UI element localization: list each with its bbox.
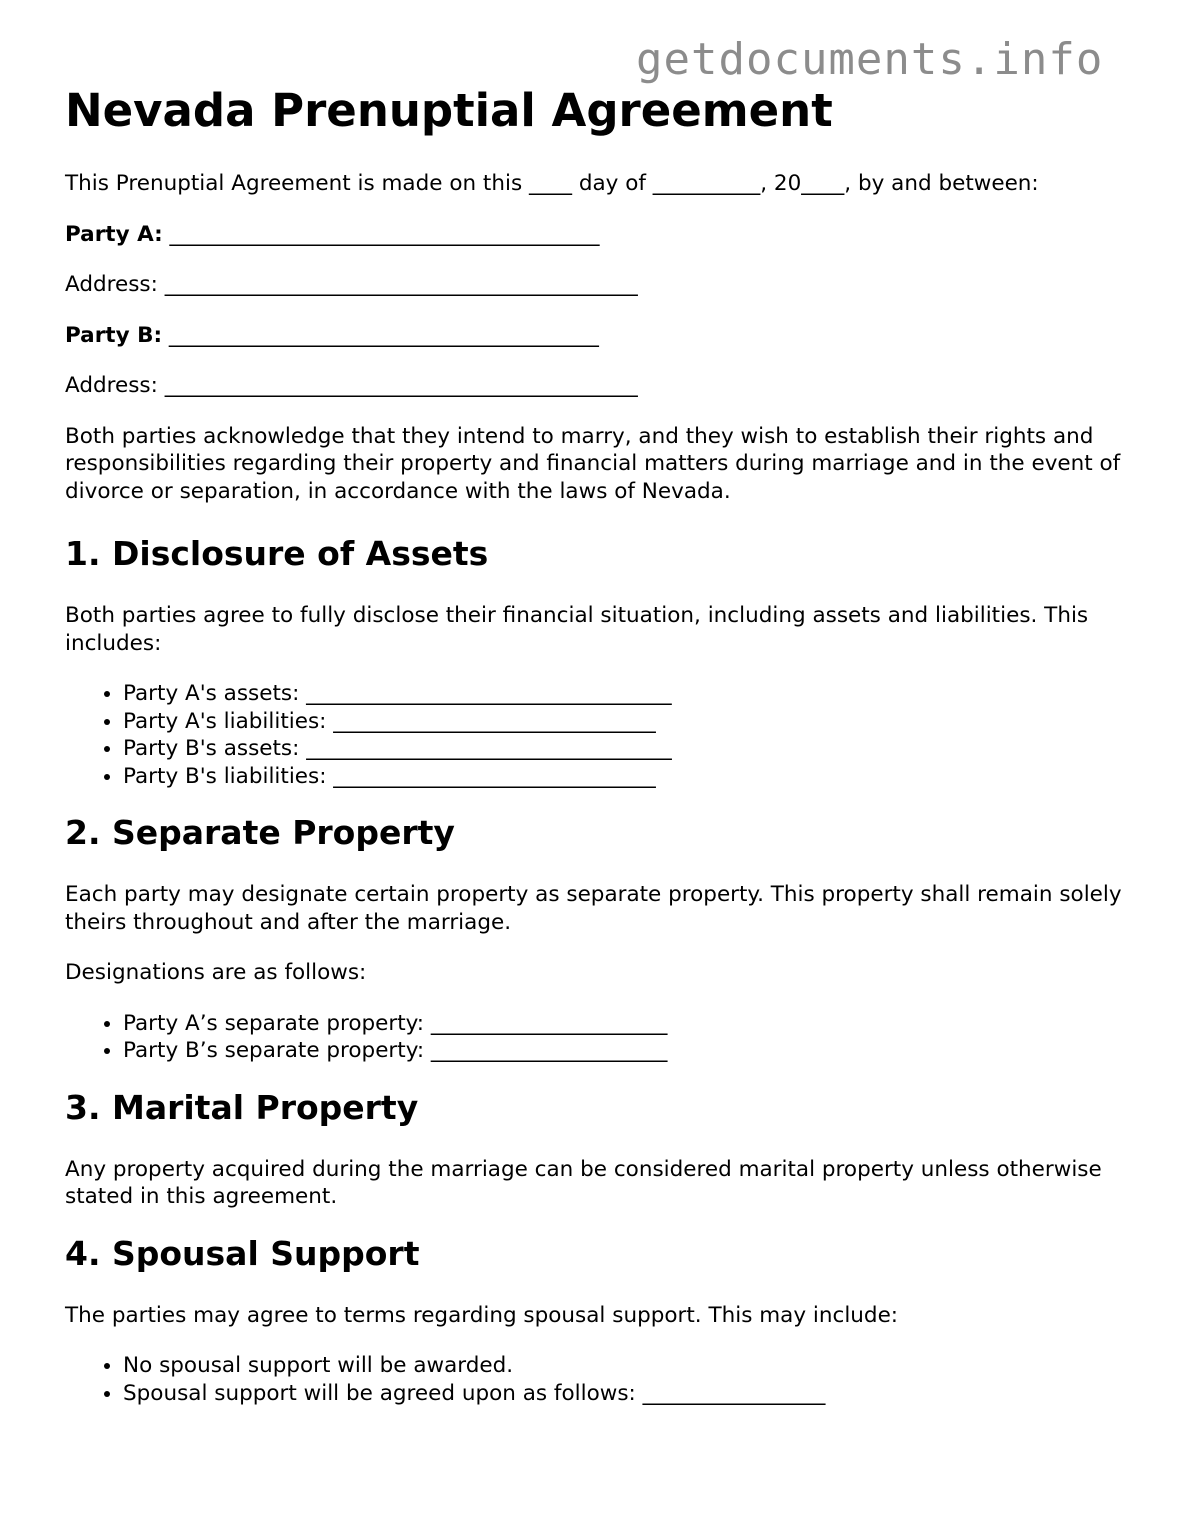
separate-property-list: [65, 1010, 1125, 1065]
party-b-label: Party B:: [65, 322, 163, 348]
section-heading-marital-property: 3. Marital Property: [65, 1087, 419, 1127]
party-b-blank: ________________________________________: [162, 322, 599, 348]
intro-line: This Prenuptial Agreement is made on this ____ day of __________, 20____, by and between:: [65, 171, 1039, 196]
list-item: • Party A's liabilities: ______________________________: [123, 708, 1125, 736]
designations-paragraph: Designations are as follows:: [65, 960, 367, 985]
list-item: • Party B's liabilities: ______________________________: [123, 763, 1125, 791]
list-item: • Party A's assets: __________________________________: [123, 680, 1125, 708]
watermark: getdocuments.info: [636, 34, 1104, 85]
section-heading-spousal-support: 4. Spousal Support: [65, 1233, 420, 1273]
address-a-line: Address: ____________________________________________: [65, 272, 638, 297]
party-a-line: [65, 221, 1125, 249]
spousal-support-list: [65, 1352, 1125, 1407]
list-item: • Party B's assets: __________________________________: [123, 735, 1125, 763]
section-heading-disclosure: 1. Disclosure of Assets: [65, 534, 489, 573]
party-b-line: [65, 322, 1125, 350]
separate-property-paragraph: Each party may designate certain property as separate property. This property shall remain solely theirs throughout and after the marriage.: [65, 882, 1122, 935]
list-item: • No spousal support will be awarded.: [123, 1352, 1125, 1380]
address-b-line: Address: ____________________________________________: [65, 373, 638, 398]
spousal-support-paragraph: The parties may agree to terms regarding spousal support. This may include:: [65, 1302, 899, 1328]
acknowledgement-paragraph: Both parties acknowledge that they intend to marry, and they wish to establish their rights and responsibilities regarding their property and financial matters during marriage and in the event of divorce or separation, in accordance with the laws of Nevada.: [65, 423, 1121, 504]
party-a-label: Party A:: [65, 221, 163, 247]
list-item: • Party B’s separate property: ______________________: [123, 1037, 1125, 1065]
document-title: Nevada Prenuptial Agreement: [65, 84, 833, 137]
list-item: • Spousal support will be agreed upon as follows: _________________: [123, 1380, 1125, 1408]
section-heading-separate-property: 2. Separate Property: [65, 813, 455, 852]
disclosure-list: [65, 680, 1125, 790]
disclosure-paragraph: Both parties agree to fully disclose their financial situation, including assets and liabilities. This includes:: [65, 603, 1089, 656]
document-page: [65, 82, 1125, 1407]
marital-property-paragraph: Any property acquired during the marriage can be considered marital property unless otherwise stated in this agreement.: [65, 1156, 1102, 1209]
list-item: • Party A’s separate property: ______________________: [123, 1010, 1125, 1038]
party-a-blank: ________________________________________: [162, 221, 600, 247]
